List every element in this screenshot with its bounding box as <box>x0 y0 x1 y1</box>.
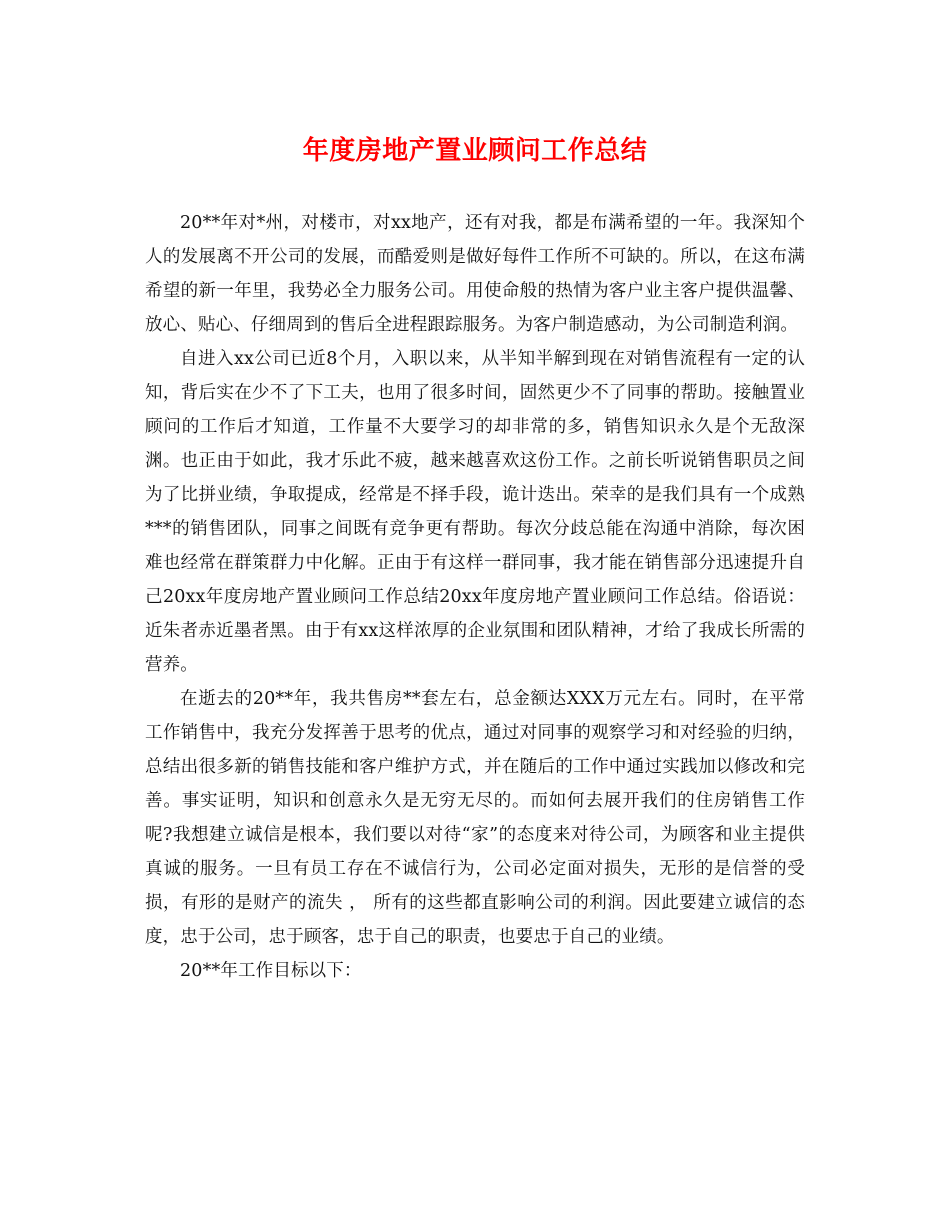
paragraph-intro: 20**年对*州，对楼市，对xx地产，还有对我，都是布满希望的一年。我深知个人的发展离不开公司的发展，而酷爱则是做好每件工作所不可缺的。所以，在这布满希望的新一年里，我势必全力服务公司。用使命般的热情为客户业主客户提供温馨、放心、贴心、仔细周到的售后全进程跟踪服务。为客户制造感动，为公司制造利润。 <box>145 213 805 335</box>
paragraph-experience: 自进入xx公司已近8个月，入职以来，从半知半解到现在对销售流程有一定的认知，背后实在少不了下工夫，也用了很多时间，固然更少不了同事的帮助。接触置业顾问的工作后才知道，工作量不大要学习的却非常的多，销售知识永久是个无敌深渊。也正由于如此，我才乐此不疲，越来越喜欢这份工作。之前长听说销售职员之间为了比拼业绩，争取提成，经常是不择手段，诡计迭出。荣幸的是我们具有一个成熟***的销售团队，同事之间既有竞争更有帮助。每次分歧总能在沟通中消除，每次困难也经常在群策群力中化解。正由于有这样一群同事，我才能在销售部分迅速提升自己20xx年度房地产置业顾问工作总结20xx年度房地产置业顾问工作总结。俗语说：近朱者赤近墨者黑。由于有xx这样浓厚的企业氛围和团队精神，才给了我成长所需的营养。 <box>145 349 805 675</box>
paragraph-goals-heading: 20**年工作目标以下： <box>180 961 362 981</box>
document-body <box>145 206 805 988</box>
document-title: 年度房地产置业顾问工作总结 <box>302 136 648 166</box>
paragraph-achievements: 在逝去的20**年，我共售房**套左右，总金额达XXX万元左右。同时，在平常工作销售中，我充分发挥善于思考的优点，通过对同事的观察学习和对经验的归纳，总结出很多新的销售技能和客户维护方式，并在随后的工作中通过实践加以修改和完善。事实证明，知识和创意永久是无穷无尽的。而如何去展开我们的住房销售工作呢?我想建立诚信是根本，我们要以对待“家”的态度来对待公司，为顾客和业主提供真诚的服务。一旦有员工存在不诚信行为，公司必定面对损失，无形的是信誉的受损，有形的是财产的流失 ， 所有的这些都直影响公司的利润。因此要建立诚信的态度，忠于公司，忠于顾客，忠于自己的职责，也要忠于自己的业绩。 <box>145 689 805 947</box>
